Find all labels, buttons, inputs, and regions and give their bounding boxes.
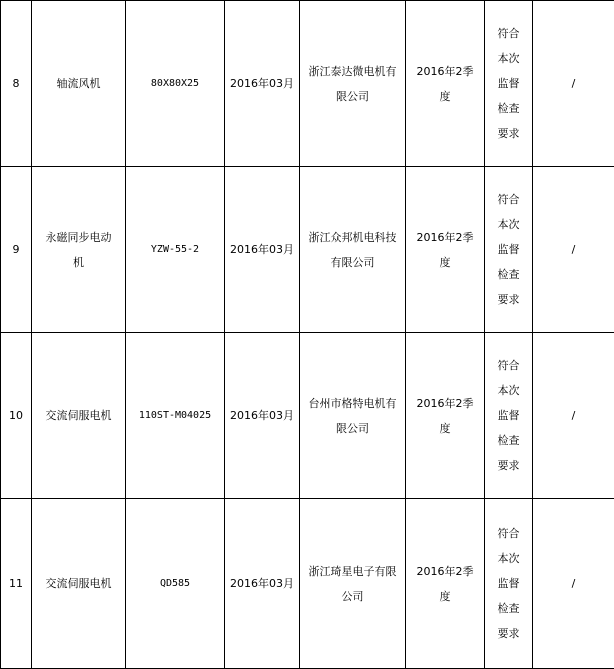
inspection-period: 2016年2季度	[406, 499, 485, 669]
product-name: 交流伺服电机	[32, 499, 126, 669]
inspection-result: 符合本次监督检查要求	[485, 333, 533, 499]
product-model: QD585	[126, 499, 225, 669]
table-row	[1, 167, 614, 333]
table-row	[1, 333, 614, 499]
row-index: 11	[1, 499, 32, 669]
production-date: 2016年03月	[225, 333, 300, 499]
product-model: 110ST-M04025	[126, 333, 225, 499]
product-model: YZW-55-2	[126, 167, 225, 333]
inspection-result: 符合本次监督检查要求	[485, 1, 533, 167]
production-date: 2016年03月	[225, 1, 300, 167]
production-date: 2016年03月	[225, 167, 300, 333]
product-name: 永磁同步电动机	[32, 167, 126, 333]
remark: /	[533, 333, 614, 499]
table-row	[1, 499, 614, 669]
row-index: 9	[1, 167, 32, 333]
company-name: 浙江琦星电子有限公司	[300, 499, 406, 669]
table-row	[1, 1, 614, 167]
inspection-period: 2016年2季度	[406, 1, 485, 167]
row-index: 8	[1, 1, 32, 167]
product-name: 轴流风机	[32, 1, 126, 167]
remark: /	[533, 499, 614, 669]
inspection-period: 2016年2季度	[406, 333, 485, 499]
remark: /	[533, 1, 614, 167]
company-name: 浙江众邦机电科技有限公司	[300, 167, 406, 333]
row-index: 10	[1, 333, 32, 499]
production-date: 2016年03月	[225, 499, 300, 669]
product-model: 80X80X25	[126, 1, 225, 167]
company-name: 台州市格特电机有限公司	[300, 333, 406, 499]
remark: /	[533, 167, 614, 333]
product-name: 交流伺服电机	[32, 333, 126, 499]
company-name: 浙江泰达微电机有限公司	[300, 1, 406, 167]
inspection-period: 2016年2季度	[406, 167, 485, 333]
inspection-result: 符合本次监督检查要求	[485, 167, 533, 333]
inspection-result: 符合本次监督检查要求	[485, 499, 533, 669]
